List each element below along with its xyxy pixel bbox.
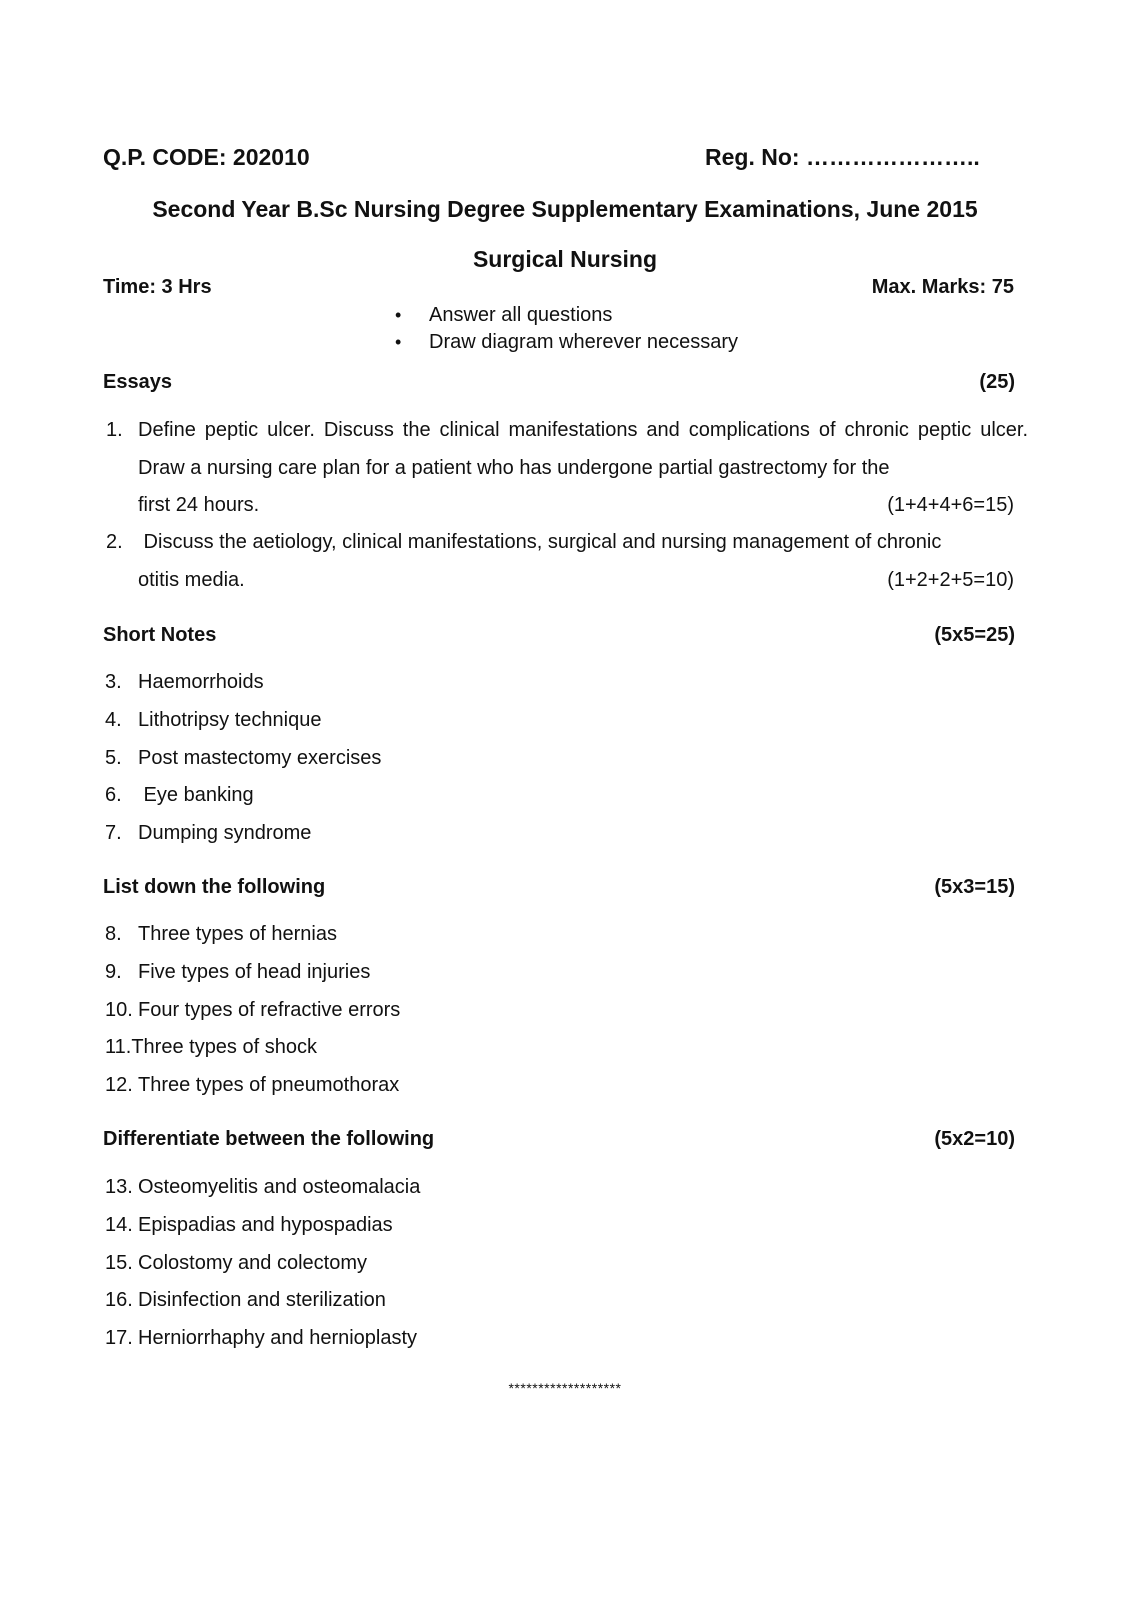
question-text: Three types of hernias bbox=[138, 923, 337, 945]
list-down-list bbox=[105, 916, 400, 1105]
question-text-end: otitis media. bbox=[138, 568, 245, 591]
instructions-list bbox=[395, 302, 738, 356]
section-title: List down the following bbox=[103, 876, 326, 898]
question-item bbox=[105, 1320, 420, 1358]
question-text: Discuss the aetiology, clinical manifestations, surgical and nursing management of chronic bbox=[138, 531, 942, 553]
question-text: Three types of shock bbox=[131, 1036, 317, 1059]
question-number: 8. bbox=[105, 923, 122, 945]
question-number: 4. bbox=[105, 708, 122, 731]
instruction-item bbox=[395, 302, 738, 329]
max-marks: Max. Marks: 75 bbox=[871, 276, 1014, 298]
section-title: Short Notes bbox=[103, 624, 217, 646]
exam-time: Time: 3 Hrs bbox=[103, 276, 212, 298]
question-text: Lithotripsy technique bbox=[138, 708, 322, 731]
section-header-list-down bbox=[103, 876, 1015, 899]
question-text-end: first 24 hours. bbox=[138, 494, 260, 516]
question-item bbox=[105, 702, 381, 740]
section-marks: (5x3=15) bbox=[934, 876, 1015, 898]
question-text: Haemorrhoids bbox=[138, 671, 264, 693]
question-item bbox=[105, 1207, 420, 1245]
section-header-essays bbox=[103, 371, 1015, 394]
question-number: 10. bbox=[105, 998, 133, 1021]
question-text: Four types of refractive errors bbox=[138, 998, 401, 1021]
question-number: 13. bbox=[105, 1176, 133, 1198]
question-item bbox=[105, 777, 381, 815]
question-last-line bbox=[138, 562, 1014, 600]
section-header-differentiate bbox=[103, 1128, 1015, 1151]
exam-title-text: Second Year B.Sc Nursing Degree Supplementary Examinations, June 2015 bbox=[152, 196, 978, 222]
question-item bbox=[105, 916, 400, 954]
question-marks: (1+2+2+5=10) bbox=[887, 568, 1014, 591]
section-header-short-notes bbox=[103, 624, 1015, 647]
section-marks: (5x5=25) bbox=[934, 624, 1015, 646]
qp-code: Q.P. CODE: 202010 bbox=[103, 144, 310, 170]
section-marks: (25) bbox=[979, 371, 1015, 393]
bullet-icon: • bbox=[395, 305, 402, 325]
reg-no-field: Reg. No: ………………….. bbox=[705, 144, 980, 170]
subject-title bbox=[0, 246, 1130, 273]
question-item bbox=[105, 954, 400, 992]
section-title: Essays bbox=[103, 371, 172, 393]
question-item bbox=[105, 740, 381, 778]
instruction-item bbox=[395, 329, 738, 356]
question-number: 2. bbox=[106, 531, 123, 553]
subject-title-text: Surgical Nursing bbox=[472, 246, 658, 272]
section-title: Differentiate between the following bbox=[103, 1128, 435, 1150]
exam-title bbox=[0, 196, 1130, 223]
bullet-icon: • bbox=[395, 332, 402, 352]
question-marks: (1+4+4+6=15) bbox=[887, 494, 1014, 516]
question-text: Epispadias and hypospadias bbox=[138, 1213, 393, 1236]
instruction-text: Answer all questions bbox=[429, 304, 613, 326]
question-item bbox=[105, 1029, 400, 1067]
question-item bbox=[105, 664, 381, 702]
section-marks: (5x2=10) bbox=[934, 1128, 1015, 1150]
question-item bbox=[105, 1067, 400, 1105]
question-number: 6. bbox=[105, 784, 122, 807]
essay-question-1 bbox=[103, 412, 1028, 525]
question-text: Post mastectomy exercises bbox=[138, 746, 382, 769]
question-number: 3. bbox=[105, 671, 122, 693]
question-number: 14. bbox=[105, 1213, 133, 1236]
question-text: Osteomyelitis and osteomalacia bbox=[138, 1176, 421, 1198]
question-number: 15. bbox=[105, 1251, 133, 1274]
question-text: Dumping syndrome bbox=[138, 822, 312, 845]
question-number: 5. bbox=[105, 746, 122, 769]
question-item bbox=[105, 1282, 420, 1320]
question-text: Disinfection and sterilization bbox=[138, 1289, 386, 1312]
question-number: 11. bbox=[105, 1036, 132, 1059]
question-number: 1. bbox=[106, 419, 123, 441]
instruction-text: Draw diagram wherever necessary bbox=[429, 331, 739, 353]
question-last-line bbox=[138, 487, 1014, 525]
short-notes-list bbox=[105, 664, 381, 853]
question-text: Five types of head injuries bbox=[138, 960, 371, 983]
question-item bbox=[105, 1169, 420, 1207]
question-number: 12. bbox=[105, 1074, 133, 1097]
question-text: Define peptic ulcer. Discuss the clinical manifestations and complications of chronic peptic ulcer. Draw a nursing care plan for a patient who has undergone partial gastrectomy for the bbox=[138, 419, 1028, 479]
question-text: Eye banking bbox=[138, 784, 254, 807]
essay-question-2 bbox=[103, 524, 1028, 599]
differentiate-list bbox=[105, 1169, 420, 1358]
question-text: Herniorrhaphy and hernioplasty bbox=[138, 1327, 418, 1350]
question-number: 7. bbox=[105, 822, 122, 845]
question-item bbox=[105, 992, 400, 1030]
question-number: 16. bbox=[105, 1289, 133, 1312]
question-item bbox=[105, 1245, 420, 1283]
end-of-paper-marker: ******************* bbox=[508, 1380, 622, 1396]
question-text: Three types of pneumothorax bbox=[138, 1074, 400, 1097]
question-text: Colostomy and colectomy bbox=[138, 1251, 367, 1274]
question-number: 17. bbox=[105, 1327, 133, 1350]
question-number: 9. bbox=[105, 960, 122, 983]
question-item bbox=[105, 815, 381, 853]
